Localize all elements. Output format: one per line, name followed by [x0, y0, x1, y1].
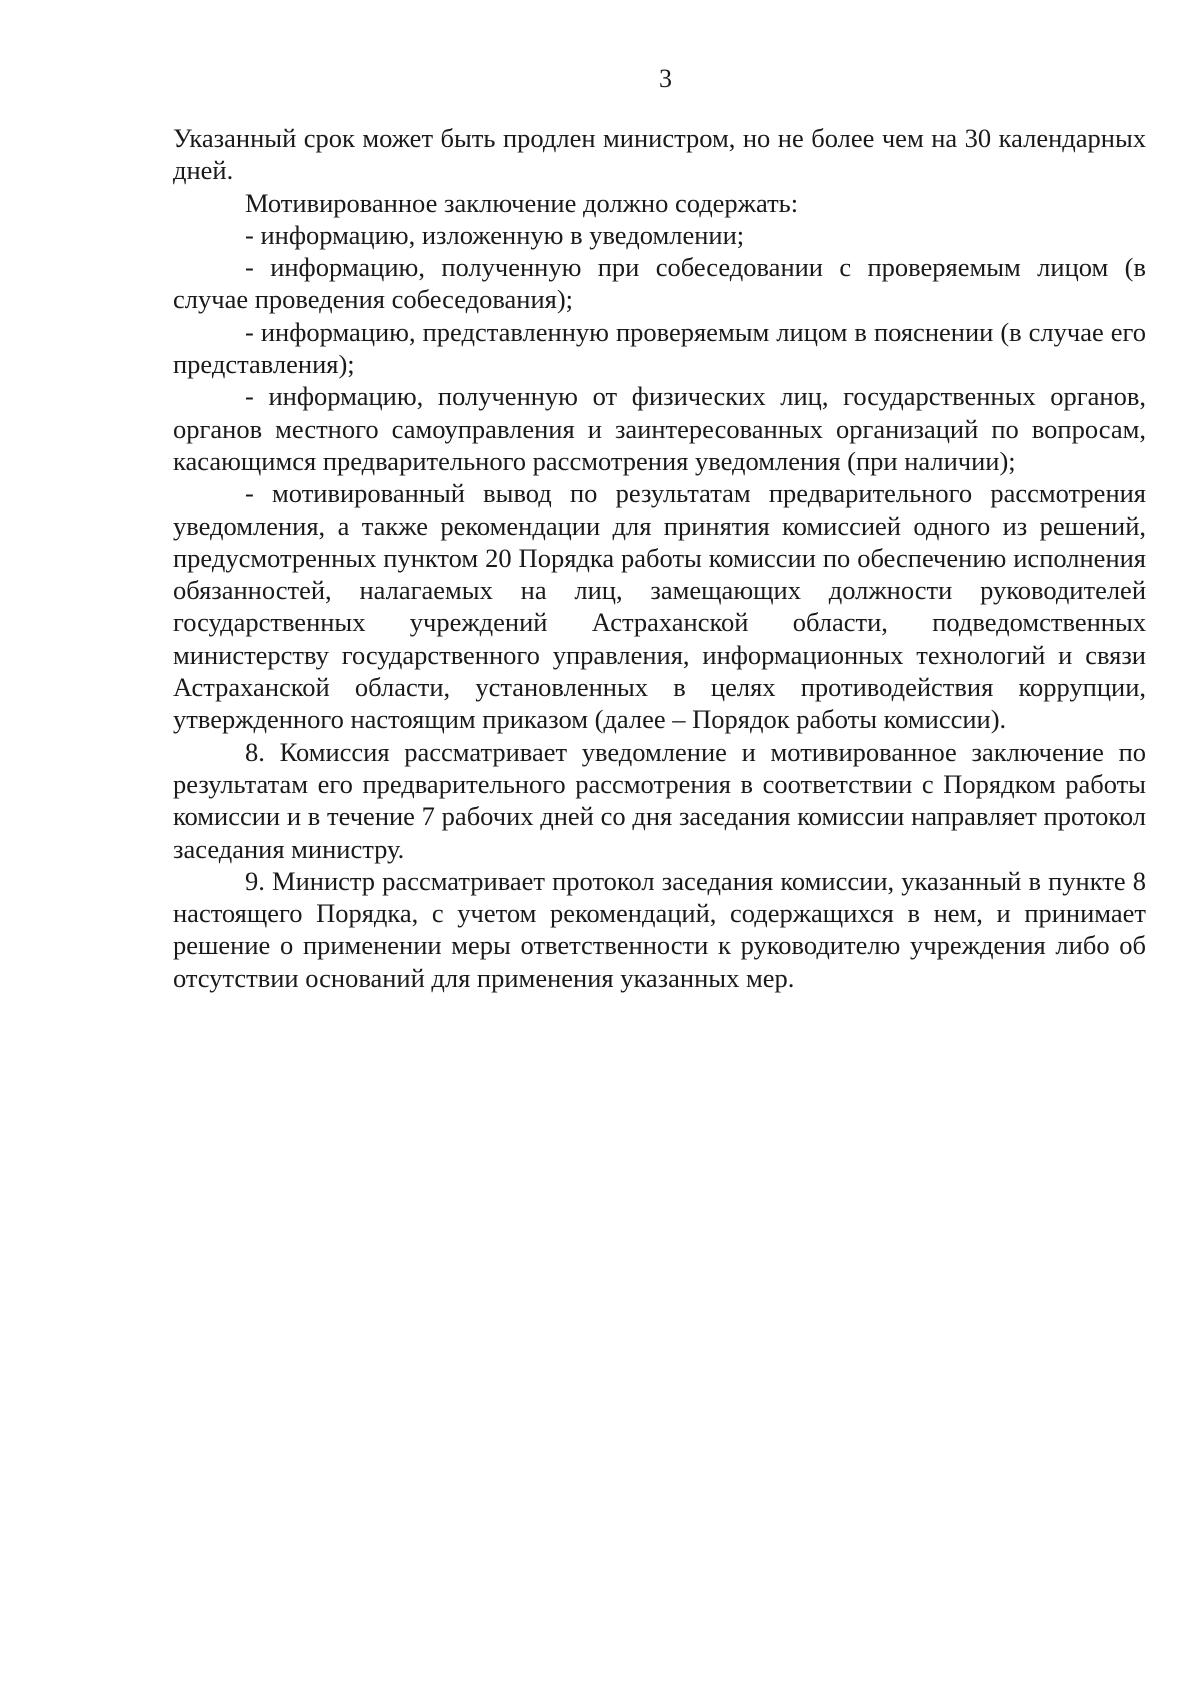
paragraph-item-8: 8. Комиссия рассматривает уведомление и мотивированное заключение по результатам его предварительного рассмотрения в соответствии с Порядком работы комиссии и в течение 7 рабочих дней со дня заседания комиссии направляет протокол заседания министру. — [173, 736, 1146, 864]
paragraph-item-9: 9. Министр рассматривает протокол заседания комиссии, указанный в пункте 8 настоящего Порядка, с учетом рекомендаций, содержащихся в нем, и принимает решение о применении меры ответственности к руководителю учреждения либо об отсутствии оснований для применения указанных мер. — [173, 865, 1146, 993]
list-item-explanation-info: - информацию, представленную проверяемым лицом в пояснении (в случае его представления); — [173, 316, 1146, 380]
document-body — [173, 122, 1146, 994]
paragraph-conclusion-intro: Мотивированное заключение должно содержать: — [245, 187, 799, 218]
list-item-third-party-info: - информацию, полученную от физических лиц, государственных органов, органов местного самоуправления и заинтересованных организаций по вопросам, касающимся предварительного рассмотрения уведомления (при наличии); — [173, 381, 1146, 476]
page-number: 3 — [659, 64, 672, 93]
paragraph-deadline-extension: Указанный срок может быть продлен министром, но не более чем на 30 календарных дней. — [173, 123, 1146, 186]
list-item-reasoned-conclusion: - мотивированный вывод по результатам предварительного рассмотрения уведомления, а также рекомендации для принятия комиссией одного из решений, предусмотренных пунктом 20 Порядка работы комиссии по обеспечению исполнения обязанностей, налагаемых на лиц, замещающих должности руководителей государственных учреждений Астраханской области, подведомственных министерству государственного управления, информационных технологий и связи Астраханской области, установленных в целях противодействия коррупции, утвержденного настоящим приказом (далее – Порядок работы комиссии). — [173, 478, 1146, 735]
list-item-notice-info: - информацию, изложенную в уведомлении; — [245, 219, 745, 250]
list-item-interview-info: - информацию, полученную при собеседовании с проверяемым лицом (в случае проведения собеседования); — [173, 252, 1146, 315]
